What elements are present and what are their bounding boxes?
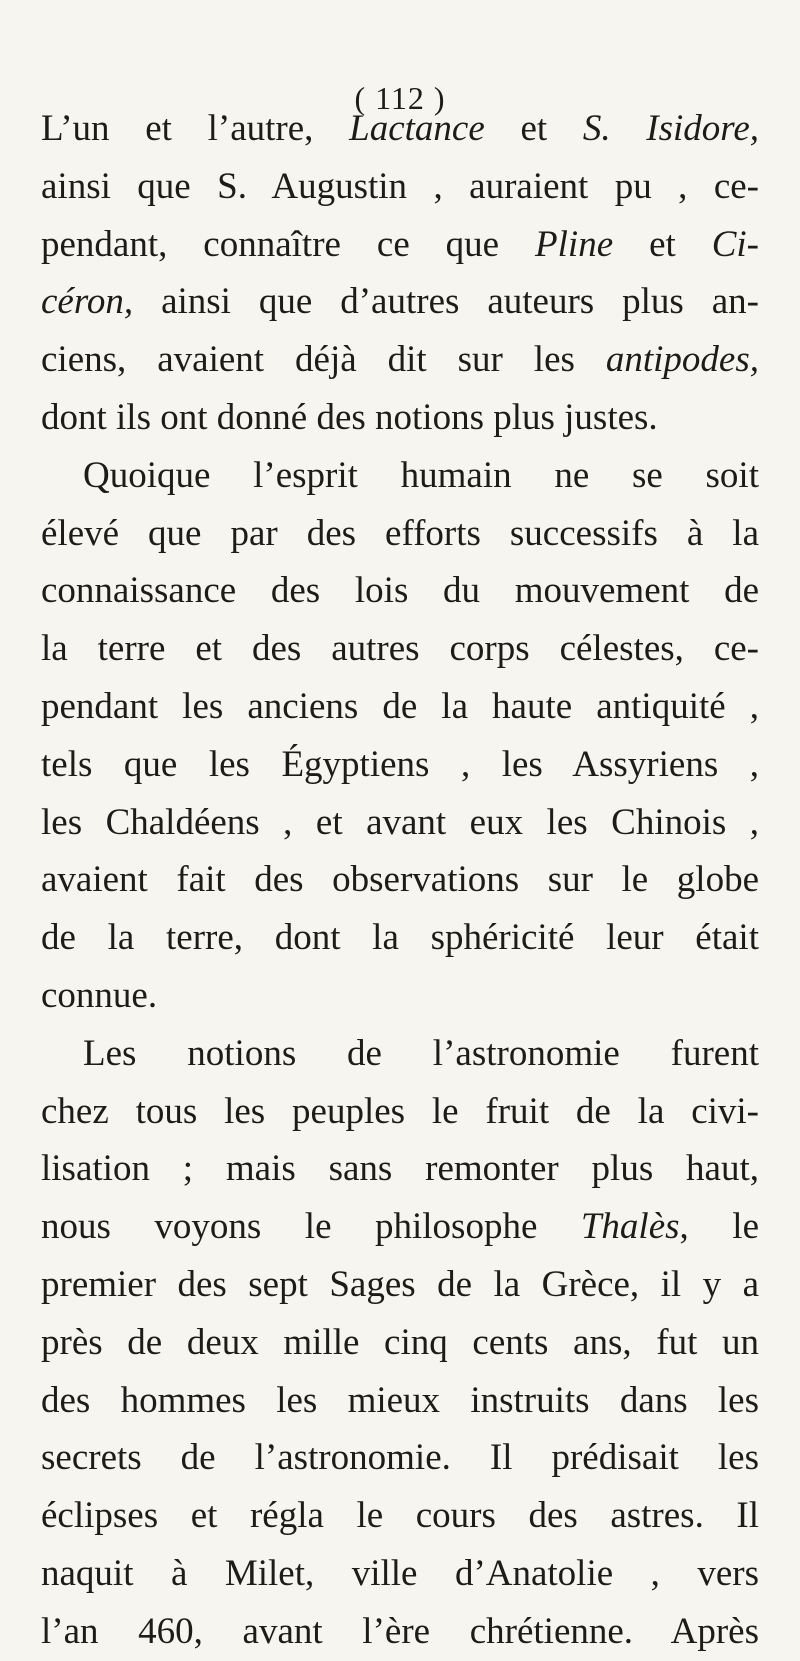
text-run: ciens, avaient déjà dit sur les [41, 339, 606, 381]
text-line [41, 1025, 759, 1083]
text-run: Les notions de l’astronomie furent [83, 1032, 759, 1074]
text-run: l’an 460, avant l’ère chrétienne. Après [41, 1610, 759, 1652]
text-line [41, 273, 759, 331]
text-run: Quoique l’esprit humain ne se soit [83, 454, 759, 496]
text-line [41, 967, 759, 1025]
text-line [41, 158, 759, 216]
text-line [41, 736, 759, 794]
text-run: éclipses et régla le cours des astres. Il [41, 1495, 759, 1537]
text-run: tels que les Égyptiens , les Assyriens , [41, 743, 759, 785]
text-line [41, 447, 759, 505]
text-run: des hommes les mieux instruits dans les [41, 1379, 759, 1421]
text-line [41, 1487, 759, 1545]
body-text [41, 100, 759, 1661]
text-run: chez tous les peuples le fruit de la civi- [41, 1090, 759, 1132]
text-run: secrets de l’astronomie. Il prédisait les [41, 1437, 759, 1479]
text-line [41, 1256, 759, 1314]
text-line [41, 1372, 759, 1430]
text-run: naquit à Milet, ville d’Anatolie , vers [41, 1552, 759, 1594]
text-line [41, 505, 759, 563]
text-line [41, 1198, 759, 1256]
text-line [41, 909, 759, 967]
text-run: nous voyons le philosophe [41, 1206, 581, 1248]
text-line [41, 216, 759, 274]
italic-text: antipodes, [605, 339, 759, 381]
text-line [41, 1314, 759, 1372]
text-line [41, 1083, 759, 1141]
text-run: pendant, connaître ce que [41, 223, 536, 265]
text-run: , le [679, 1206, 759, 1248]
text-run: lisation ; mais sans remonter plus haut, [41, 1148, 759, 1190]
text-run: avaient fait des observations sur le globe [41, 859, 759, 901]
text-run: connaissance des lois du mouvement de [41, 570, 759, 612]
text-line [41, 1140, 759, 1198]
italic-text: Ci- [711, 223, 759, 265]
text-run: la terre et des autres corps célestes, ce- [41, 628, 759, 670]
paragraph-p1 [41, 100, 759, 447]
text-line [41, 562, 759, 620]
italic-text: céron, [41, 281, 134, 323]
text-line [41, 1545, 759, 1603]
text-run: ainsi que S. Augustin , auraient pu , ce- [41, 165, 759, 207]
italic-text: Thalès [580, 1206, 680, 1248]
paragraph-p3 [41, 1025, 759, 1661]
italic-text: S. Isidore, [582, 108, 760, 149]
text-run: et [613, 223, 712, 265]
text-run: près de deux mille cinq cents ans, fut un [41, 1321, 759, 1363]
text-run: de la terre, dont la sphéricité leur était [41, 917, 759, 959]
text-line [41, 1603, 759, 1661]
text-run: premier des sept Sages de la Grèce, il y a [41, 1263, 759, 1305]
text-line [41, 851, 759, 909]
italic-text: Pline [535, 223, 614, 265]
text-line [41, 100, 759, 158]
text-line [41, 1429, 759, 1487]
text-line [41, 389, 759, 447]
text-line [41, 678, 759, 736]
italic-text: Lactance [349, 108, 485, 149]
text-run: ainsi que d’autres auteurs plus an- [133, 281, 759, 323]
text-run: pendant les anciens de la haute antiquité , [41, 685, 759, 727]
text-run: et [484, 108, 583, 149]
paragraph-p2 [41, 447, 759, 1025]
page-number-text: ( 112 ) [354, 80, 446, 116]
text-run: les Chaldéens , et avant eux les Chinois , [41, 801, 759, 843]
text-line [41, 794, 759, 852]
text-line [41, 620, 759, 678]
text-run: connue. [41, 974, 158, 1016]
text-run: élevé que par des efforts successifs à la [41, 512, 759, 554]
text-run: L’un et l’autre, [41, 108, 350, 149]
text-run: dont ils ont donné des notions plus justes. [41, 396, 658, 438]
text-line [41, 331, 759, 389]
